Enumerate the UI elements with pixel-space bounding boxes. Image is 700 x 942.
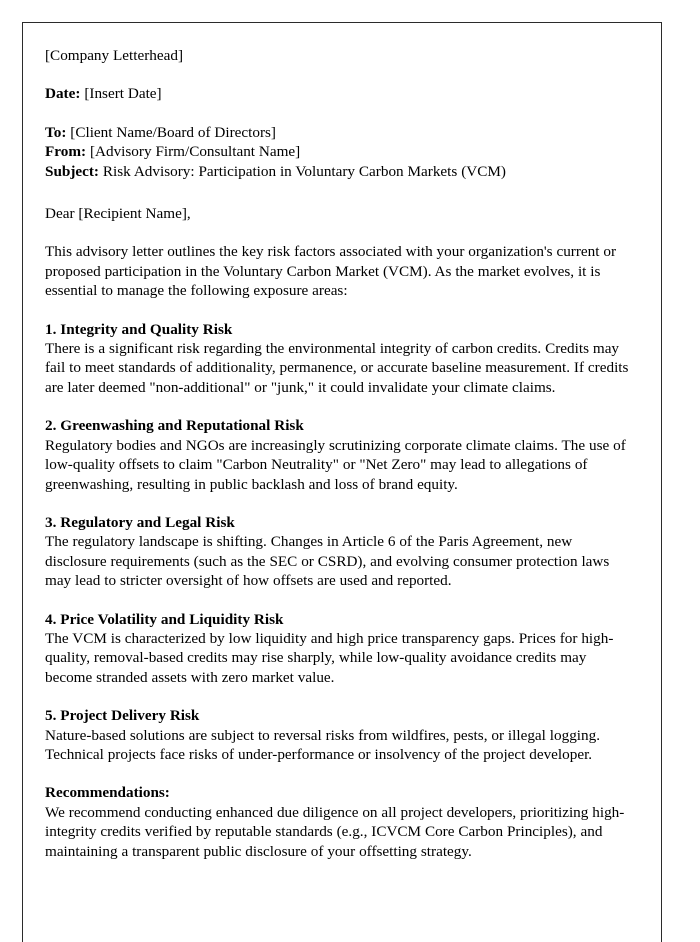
salutation-block [45, 204, 636, 223]
risk-section-3-heading: 3. Regulatory and Legal Risk [45, 513, 235, 531]
salutation: Dear [Recipient Name], [45, 205, 191, 223]
risk-section-1 [45, 320, 636, 398]
letterhead-block [45, 46, 636, 65]
to-value: [Client Name/Board of Directors] [70, 123, 276, 141]
subject-value: Risk Advisory: Participation in Voluntary Carbon Markets (VCM) [102, 162, 506, 180]
from-value: [Advisory Firm/Consultant Name] [89, 143, 301, 161]
risk-section-1-heading: 1. Integrity and Quality Risk [45, 320, 233, 338]
date-block [45, 84, 636, 103]
intro-block [45, 242, 636, 300]
document-page [22, 22, 662, 942]
risk-section-5-body: Nature-based solutions are subject to reversal risks from wildfires, pests, or illegal logging. Technical projects face risks of under-performance or insolvency of the project developer. [45, 726, 600, 763]
risk-section-1-body: There is a significant risk regarding the environmental integrity of carbon credits. Credits may fail to meet standards of additionality, permanence, or accurate baseline measurement. If credits are later deemed "non-additional" or "junk," it could invalidate your climate claims. [45, 340, 629, 396]
subject-label: Subject: [45, 162, 99, 180]
intro-paragraph: This advisory letter outlines the key risk factors associated with your organization's current or proposed participation in the Voluntary Carbon Market (VCM). As the market evolves, it is essential to manage the following exposure areas: [45, 243, 617, 300]
risk-section-3 [45, 513, 636, 591]
risk-section-3-body: The regulatory landscape is shifting. Changes in Article 6 of the Paris Agreement, new disclosure requirements (such as the SEC or CSRD), and evolving consumer protection laws may lead to stricter oversight of how offsets are used and reported. [45, 533, 610, 590]
recommendations-heading: Recommendations: [45, 784, 170, 802]
risk-section-4-heading: 4. Price Volatility and Liquidity Risk [45, 610, 284, 628]
subject-line [45, 162, 636, 181]
from-line [45, 142, 636, 161]
letter-body [45, 46, 636, 861]
to-line [45, 123, 636, 142]
to-label: To: [45, 123, 67, 141]
recipient-meta-block [45, 123, 636, 181]
date-label: Date: [45, 85, 81, 103]
risk-section-2-heading: 2. Greenwashing and Reputational Risk [45, 417, 304, 435]
risk-section-4 [45, 610, 636, 688]
date-line [45, 84, 636, 103]
from-label: From: [45, 143, 87, 161]
recommendations-body: We recommend conducting enhanced due diligence on all project developers, prioritizing high-integrity credits verified by reputable standards (e.g., ICVCM Core Carbon Principles), and maintaining a transparent public disclosure of your offsetting strategy. [45, 803, 625, 860]
risk-section-2 [45, 416, 636, 494]
company-letterhead: [Company Letterhead] [45, 47, 183, 64]
date-value: [Insert Date] [84, 85, 162, 103]
risk-section-2-body: Regulatory bodies and NGOs are increasingly scrutinizing corporate climate claims. The use of low-quality offsets to claim "Carbon Neutrality" or "Net Zero" may lead to allegations of greenwashing, resulting in public backlash and loss of brand equity. [45, 436, 626, 493]
risk-section-5-heading: 5. Project Delivery Risk [45, 707, 200, 725]
risk-section-4-body: The VCM is characterized by low liquidity and high price transparency gaps. Prices for high-quality, removal-based credits may rise sharply, while low-quality avoidance credits may become stranded assets with zero market value. [45, 629, 614, 686]
risk-section-5 [45, 706, 636, 764]
recommendations-section [45, 783, 636, 861]
